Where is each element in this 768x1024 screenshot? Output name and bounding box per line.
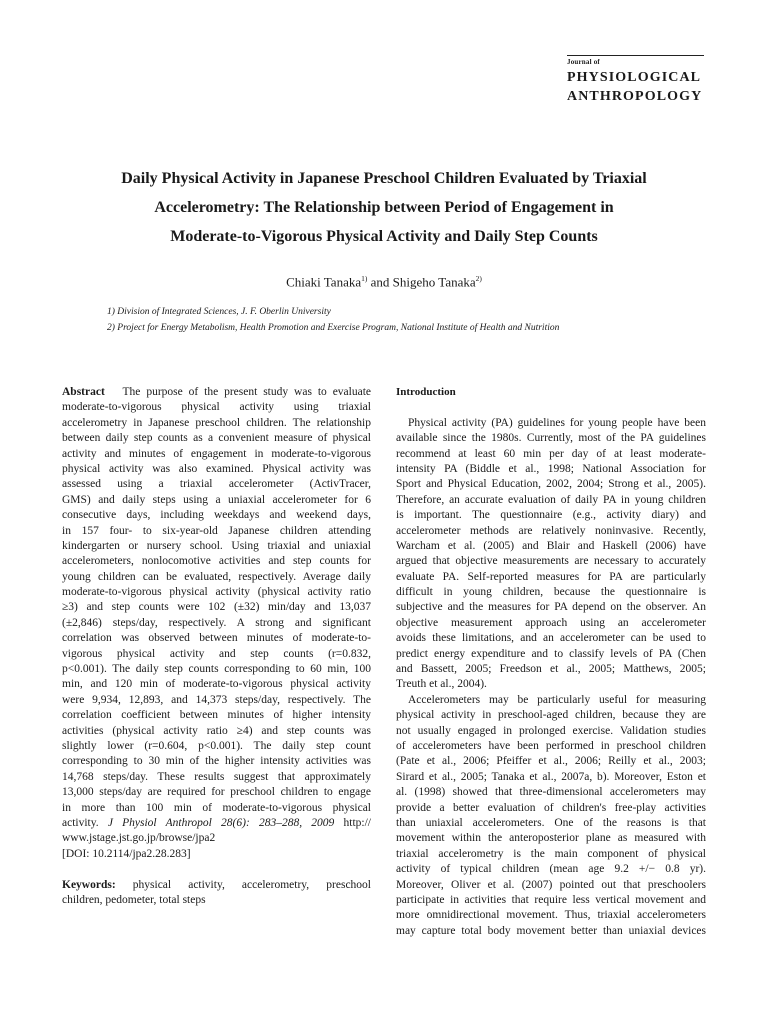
journal-name-line1: PHYSIOLOGICAL	[567, 70, 702, 85]
author-list	[60, 274, 708, 290]
body-line: al. (1998) showed that three-dimensional accelerometers may	[396, 786, 706, 799]
body-line: avoids these limitations, and an accelerometer can be used to	[396, 632, 706, 645]
abstract-line: Abstract The purpose of the present study was to evaluate	[62, 386, 371, 398]
body-line: Therefore, an accurate evaluation of daily PA in young children	[396, 493, 706, 506]
abstract-line: activity and minutes of engagement in moderate-to-vigorous	[62, 447, 371, 460]
affiliation: 2) Project for Energy Metabolism, Health Promotion and Exercise Program, National Institute of Health and Nutrition	[107, 323, 560, 333]
abstract-line: correlation was observed between minutes of moderate-to-	[62, 632, 371, 645]
body-line: more omnidirectional movement. Thus, triaxial accelerometers	[396, 909, 706, 922]
abstract-line: in 157 four- to six-year-old Japanese children attending	[62, 524, 371, 537]
title-line: Accelerometry: The Relationship between Period of Engagement in	[154, 199, 614, 216]
body-line: Physical activity (PA) guidelines for young people have been	[408, 416, 706, 429]
abstract-line: accelerometry in Japanese preschool children. The relationship	[62, 416, 371, 429]
abstract-line: were 9,934, 12,893, and 14,373 steps/day, respectively. The	[62, 693, 371, 706]
body-line: evaluate PA. Self-reported measures for PA are particularly	[396, 570, 706, 583]
abstract-line: slightly lower (r=0.604, p<0.001). The daily step count	[62, 739, 371, 752]
body-line: recommend at least 60 min per day of at least moderate-	[396, 447, 706, 460]
introduction-column	[396, 385, 706, 939]
body-line: (Pate et al., 2006; Pfeiffer et al., 2006; Reilly et al., 2003;	[396, 755, 706, 768]
body-line: Sirard et al., 2005; Tanaka et al., 2007a, b). Moreover, Eston et	[396, 770, 706, 783]
journal-name	[567, 68, 702, 106]
author-name: Shigeho Tanaka	[392, 274, 476, 290]
body-line: provide a better evaluation of children's free-play activities	[396, 801, 706, 814]
keywords-line: Keywords: physical activity, accelerometry, preschool	[62, 878, 371, 891]
abstract-line: correlation coefficient between minutes of higher intensity	[62, 709, 371, 722]
abstract-line: accelerometers, nonlocomotive activities and step counts for	[62, 555, 371, 568]
author-affiliation-mark: 1)	[361, 274, 368, 283]
abstract-line: 13,000 steps/day are required for preschool children to engage	[62, 786, 371, 799]
abstract-line: moderate-to-vigorous physical activity using triaxial	[62, 401, 371, 414]
spacer	[62, 862, 371, 877]
url-link[interactable]: www.jstage.jst.go.jp/browse/jpa2	[62, 832, 216, 845]
citation: J Physiol Anthropol 28(6): 283–288, 2009	[107, 816, 335, 829]
abstract-line: activities (physical activity ratio ≥4) and step counts was	[62, 724, 371, 737]
body-line: activity of typical children (mean age 9.2 +/− 0.8 yr).	[396, 863, 706, 876]
article-title	[60, 164, 708, 251]
author-name: Chiaki Tanaka	[286, 274, 362, 290]
body-line: not usually engaged in prolonged exercise. Validation studies	[396, 724, 706, 737]
body-line: subjective and the measures for PA depend on the observer. An	[396, 601, 706, 614]
section-heading: Introduction	[396, 386, 456, 398]
body-line: predict energy expenditure and to classify levels of PA (Chen	[396, 647, 706, 660]
abstract-line: young children can be evaluated, respectively. Average daily	[62, 570, 371, 583]
abstract-line: vigorous physical activity and step counts (r=0.832,	[62, 647, 371, 660]
abstract-line: kindergarten or nursery school. Using triaxial and uniaxial	[62, 539, 371, 552]
body-line: Sport and Physical Education, 2002, 2004; Strong et al., 2005).	[396, 478, 706, 491]
body-line: than uniaxial accelerometers. One of the reasons is that	[396, 816, 706, 829]
body-line: Treuth et al., 2004).	[396, 678, 487, 691]
body-line: and Bassett, 2005; Freedson et al., 2005; Matthews, 2005;	[396, 663, 706, 676]
abstract-line: moderate-to-vigorous physical activity (physical activity ratio	[62, 586, 371, 599]
abstract-label: Abstract	[62, 386, 105, 398]
body-line: intensity PA (Biddle et al., 1998; National Association for	[396, 462, 706, 475]
title-line: Daily Physical Activity in Japanese Preschool Children Evaluated by Triaxial	[121, 170, 647, 187]
abstract-line: 14,768 steps/day. These results suggest that approximately	[62, 770, 371, 783]
body-line: Accelerometers may be particularly useful for measuring	[408, 693, 706, 706]
author-affiliation-mark: 2)	[475, 274, 482, 283]
abstract-line: between daily step counts as a convenient measure of physical	[62, 432, 371, 445]
url-link[interactable]: http://	[343, 816, 371, 829]
abstract-line: assessed using a triaxial accelerometer (ActivTracer,	[62, 478, 371, 491]
abstract-line: min, and 120 min of moderate-to-vigorous physical activity	[62, 678, 371, 691]
masthead-rule	[567, 55, 704, 56]
abstract-line: corresponding to 30 min of the higher intensity activities was	[62, 755, 371, 768]
body-line: is important. The questionnaire (e.g., activity diary) and	[396, 509, 706, 522]
body-line: triaxial accelerometry is the main component of physical	[396, 847, 706, 860]
abstract-line: consecutive days, including weekdays and weekend days,	[62, 509, 371, 522]
body-line: argued that objective measurements are necessary to accurately	[396, 555, 706, 568]
doi: [DOI: 10.2114/jpa2.28.283]	[62, 847, 191, 860]
body-line: Moreover, Oliver et al. (2007) pointed out that preschoolers	[396, 878, 706, 891]
keywords-label: Keywords:	[62, 878, 116, 891]
body-line: Warcham et al. (2005) and Blair and Haskell (2006) have	[396, 539, 706, 552]
abstract-line: activity. J Physiol Anthropol 28(6): 283–288, 2009 http://	[62, 816, 371, 829]
body-line: may capture total body movement better than uniaxial devices	[396, 924, 706, 937]
abstract-line: GMS) and daily steps using a uniaxial accelerometer for 6	[62, 493, 371, 506]
abstract-line: ≥3) and step counts were 102 (±32) min/day and 13,037	[62, 601, 371, 614]
body-line: movement within the anteroposterior plane as measured with	[396, 832, 706, 845]
journal-prefix: Journal of	[567, 58, 600, 66]
abstract-line: (±2,846) steps/day, respectively. A strong and significant	[62, 616, 371, 629]
author-conjunction: and	[367, 274, 393, 290]
abstract-line: in more than 100 min of moderate-to-vigorous physical	[62, 801, 371, 814]
body-line: accelerometer methods are relatively noninvasive. Recently,	[396, 524, 706, 537]
abstract-line: physical activity was also examined. Physical activity was	[62, 462, 371, 475]
spacer	[396, 400, 706, 415]
keywords-line: children, pedometer, total steps	[62, 893, 206, 906]
title-line: Moderate-to-Vigorous Physical Activity and Daily Step Counts	[170, 228, 598, 245]
body-line: difficult in young children, because the questionnaire is	[396, 586, 706, 599]
body-line: physical activity in preschool-aged children, because they are	[396, 709, 706, 722]
journal-name-line2: ANTHROPOLOGY	[567, 89, 703, 104]
body-line: available since the 1980s. Currently, most of the PA guidelines	[396, 432, 706, 445]
body-line: of accelerometers have been performed in preschool children	[396, 739, 706, 752]
abstract-line: p<0.001). The daily step counts corresponding to 60 min, 100	[62, 663, 371, 676]
affiliation: 1) Division of Integrated Sciences, J. F. Oberlin University	[107, 307, 331, 317]
abstract-column	[62, 385, 371, 908]
body-line: participate in activities that require less vertical movement and	[396, 893, 706, 906]
body-line: objective measurement approach using an accelerometer	[396, 616, 706, 629]
